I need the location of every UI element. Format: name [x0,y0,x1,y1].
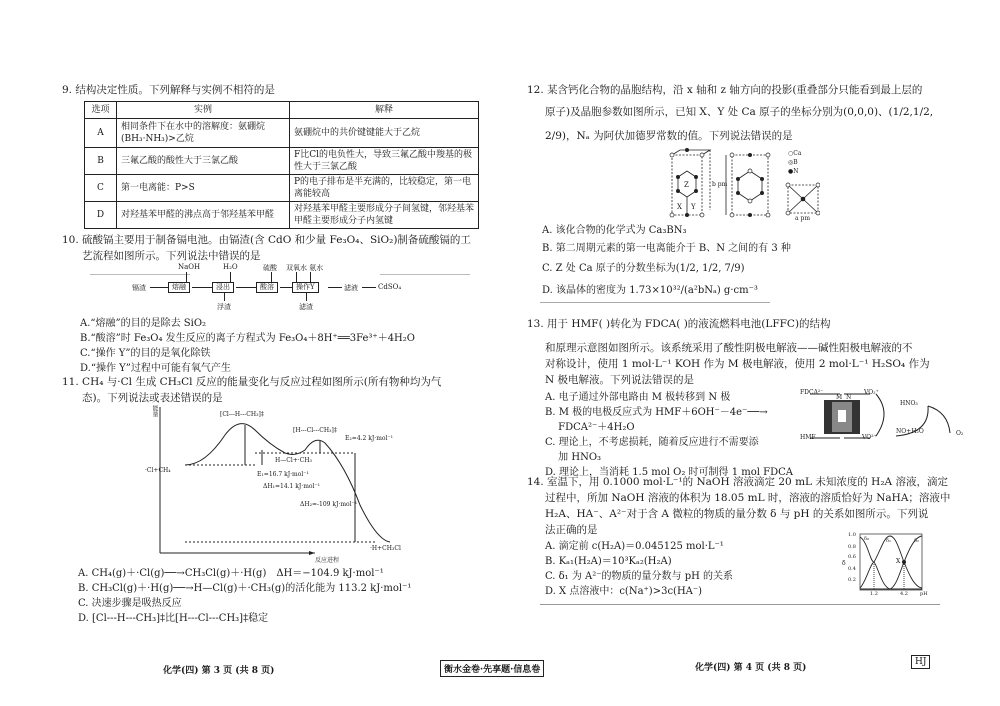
q10-option-c: C.“操作 Y”的目的是氧化除铁 [80,348,211,359]
q11-options [78,566,411,626]
q9-row-d-explanation: 对羟基苯甲醛主要形成分子间氢键，邻羟基苯甲醛主要形成分子内氢键 [290,202,479,229]
flow-step-acid: 酸溶 [256,282,278,293]
series-stamp: 衡水金卷·先享题·信息卷 [440,660,544,677]
q9-table-wrap [84,101,479,229]
q11-title-line2: 态)。下列说法或表述错误的是 [82,392,223,404]
o2-label: O₂ [956,430,964,437]
q11-option-a: A. CH₄(g)＋·Cl(g)──→CH₃Cl(g)＋·H(g) ΔH＝−104.9 kJ·mol⁻¹ [78,568,384,579]
x-axis-label: pH [920,591,928,597]
e1-label: E₁=16.7 kJ·mol⁻¹ [257,471,309,478]
flow-reagent-sulfuric: 硫酸 [263,264,277,272]
flow-byproduct-residue: 滤渣 [299,303,313,311]
q13-option-c: C. 理论上，不考虑损耗，随着反应进行不需要添 [545,437,759,448]
q11-title-line1: 11. CH₄ 与·Cl 生成 CH₃Cl 反应的能量变化与反应过程如图所示(所有物种均为气 [62,376,442,388]
fdca-label: FDCA²⁻ [800,389,824,396]
q9-table [84,101,479,229]
q12-option-c: C. Z 处 Ca 原子的分数坐标为(1/2, 1/2, 7/9) [542,263,745,274]
q10-title-line2: 艺流程如图所示。下列说法中错误的是 [82,250,261,262]
q9-row-b-explanation: F比Cl的电负性大，导致三氟乙酸中羧基的极性大于三氯乙酸 [290,148,479,175]
b-param-label: b pm [712,181,728,188]
q13-option-c-cont: 加 HNO₃ [545,452,602,463]
q11-energy-diagram [145,405,475,565]
corner-label: HJ [911,655,930,669]
a-param-label: a pm [795,215,811,222]
flow-start: 镉渣 [132,284,146,292]
q13-line4: N 极电解液。下列说法错误的是 [545,374,695,386]
legend-ca: ○Ca [788,150,802,157]
m-label: M [836,394,843,401]
q13-option-b-cont: FDCA²⁻＋4H₂O [545,422,635,433]
y-tick-06: 0.6 [848,554,856,560]
series-label-d0: δ₀ [864,536,870,542]
q13-line1: 13. 用于 HMF( )转化为 FDCA( )的液流燃料电池(LFFC)的结构 [527,318,831,330]
q13-option-a: A. 电子通过外部电路由 M 极转移到 N 极 [545,392,731,403]
q12-crystal-diagram [650,147,820,223]
hno3-label: HNO₃ [900,400,918,407]
n-label: N [846,394,852,401]
q9-row-c-explanation: P的电子排布是半充满的，比较稳定，第一电离能较高 [290,175,479,202]
q12-line2: 原子)及晶胞参数如图所示，已知 X、Y 处 Ca 原子的坐标分别为(0,0,0)、(1/2,1/2, [545,106,934,118]
vo-label: VO²⁺ [862,434,877,441]
q14-line4: 法正确的是 [545,524,598,536]
q14-option-a: A. 滴定前 c(H₂A)＝0.045125 mol·L⁻¹ [545,541,724,552]
left-page-footer: 化学(四) 第 3 页 (共 8 页) [163,666,275,676]
q9-row-a-option: A [85,119,117,148]
q12-line3: 2/9)，Nₐ 为阿伏加德罗常数的值。下列说法错误的是 [545,130,793,142]
flow-step-leach: 浸出 [212,282,234,293]
q14-distribution-chart [842,532,928,600]
q13-options [545,390,793,480]
flow-cell-graphic [800,388,970,448]
flow-reagent-h2o2-nh3: 双氧水 氨水 [286,264,324,272]
flow-product: CdSO₄ [378,283,402,291]
flow-step-y: 操作Y [292,282,319,293]
flow-step-melt: 熔融 [168,282,190,293]
y-tick-04: 0.4 [848,566,856,572]
right-page [500,0,1000,706]
q14-options [545,539,733,599]
start-label: ·Cl+CH₄ [145,467,171,474]
q13-option-b: B. M 极的电极反应式为 HMF＋6OH⁻－4e⁻──→ [545,407,768,418]
hmf-label: HMF [800,434,816,441]
q11-option-c: C. 决速步骤是吸热反应 [78,598,182,609]
y-label: Y [691,203,696,211]
flow-filtrate: 滤液 [344,284,358,292]
no-label: NO+H₂O [896,428,924,435]
vo2-label: VO₂⁺ [864,389,879,396]
q9-header-explanation: 解释 [290,102,479,119]
right-page-footer: 化学(四) 第 4 页 (共 8 页) [695,663,807,673]
q13-line2: 和原理示意图如图所示。该系统采用了酸性阴极电解液——碱性阳极电解液的不 [545,342,913,354]
q9-header-option: 选项 [85,102,117,119]
q10-title-line1: 10. 硫酸镉主要用于制备镉电池。由镉渣(含 CdO 和少量 Fe₃O₄、SiO₂)制备硫酸镉的工 [62,234,471,246]
x-label: X [677,203,682,211]
q9-row-a-explanation: 氨硼烷中的共价键键能大于乙烷 [290,119,479,148]
q14-line1: 14. 室温下，用 0.1000 mol·L⁻¹的 NaOH 溶液滴定 20 mL 未知浓度的 H₂A 溶液，滴定 [527,476,948,488]
q14-line3: H₂A、HA⁻、A²⁻对于含 A 微粒的物质的量分数 δ 与 pH 的关系如图所示。下列说 [545,508,929,520]
ts1-label: [Cl---H---CH₃]‡ [220,411,264,418]
q13-cell-diagram [800,388,970,448]
q9-row-b-option: B [85,148,117,175]
y-axis-label: δ [842,560,846,567]
series-label-d2: δ₂ [914,538,920,544]
q10-option-d: D.“操作 Y”过程中可能有氧气产生 [80,363,231,374]
q12-options [542,222,791,302]
series-label-d1: δ₁ [886,538,892,544]
q14-option-c: C. δ₁ 为 A²⁻的物质的量分数与 pH 的关系 [545,571,734,582]
table-row [85,148,479,175]
q12-option-a: A. 该化合物的化学式为 Ca₃BN₃ [542,225,687,236]
flow-byproduct-scum: 浮渣 [217,303,231,311]
point-x-label: X [896,558,901,565]
q13-option-d: D. 理论上，当消耗 1.5 mol O₂ 时可制得 1 mol FDCA [545,467,793,478]
q9-title: 9. 结构决定性质。下列解释与实例不相符的是 [62,84,275,96]
y-tick-1: 1.0 [848,532,856,538]
q9-row-c-example: 第一电离能：P>S [117,175,290,202]
q10-option-a: A.“熔融”的目的是除去 SiO₂ [80,318,207,329]
ts2-label: [H---Cl---CH₃]‡ [293,427,337,434]
q10-option-b: B.“酸溶”时 Fe₃O₄ 发生反应的离子方程式为 Fe₃O₄＋8H⁺══3Fe³⁺＋4H₂O [80,333,415,344]
q10-flowchart [90,263,470,315]
dh1-label: ΔH₁=14.1 kJ·mol⁻¹ [263,483,321,490]
q14-line2: 过程中，所加 NaOH 溶液的体积为 18.05 mL 时，溶液的溶质恰好为 NaHA；溶液中 [545,492,951,504]
x-axis-label: 反应进程 [315,557,340,564]
table-row [85,175,479,202]
table-row [85,119,479,148]
legend-n: ●N [788,168,799,175]
x-tick-1-2: 1.2 [870,591,878,597]
flow-reagent-naoh: NaOH [178,263,201,271]
q9-row-d-option: D [85,202,117,229]
z-label: Z [684,181,689,189]
e2-label: E₂=4.2 kJ·mol⁻¹ [345,435,394,442]
q14-option-d: D. X 点溶液中：c(Na⁺)>3c(HA⁻) [545,586,703,597]
q10-options [80,316,415,376]
x-tick-4-2: 4.2 [900,591,908,597]
q9-row-b-example: 三氟乙酸的酸性大于三氯乙酸 [117,148,290,175]
q11-option-b: B. CH₃Cl(g)＋·H(g)──→H—Cl(g)＋·CH₃(g)的活化能为 113.2 kJ·mol⁻¹ [78,583,412,594]
table-row [85,202,479,229]
q11-option-d: D. [Cl---H---CH₃]‡比[H---Cl---CH₃]‡稳定 [78,613,269,624]
y-axis-label: 能量 [151,405,158,417]
q12-option-b: B. 第二周期元素的第一电离能介于 B、N 之间的有 3 种 [542,243,791,254]
q9-row-d-example: 对羟基苯甲醛的沸点高于邻羟基苯甲醛 [117,202,290,229]
q14-option-b: B. Kₐ₁(H₂A)＝10³Kₐ₂(H₂A) [545,556,672,567]
q9-header-example: 实例 [117,102,290,119]
q12-option-d: D. 该晶体的密度为 1.73×10³²/(a²bNₐ) g·cm⁻³ [542,285,758,296]
y-tick-02: 0.2 [848,577,856,583]
legend-b: ◎B [788,159,798,166]
q9-row-c-option: C [85,175,117,202]
q12-line1: 12. 某含钙化合物的晶胞结构，沿 x 轴和 z 轴方向的投影(重叠部分只能看到最上层的 [527,84,923,96]
q9-row-a-example: 相同条件下在水中的溶解度：氨硼烷(BH₃·NH₃)>乙烷 [117,119,290,148]
intermediate-label: H—Cl+·CH₃ [275,457,312,464]
y-tick-08: 0.8 [848,544,856,550]
q13-line3: 对称设计，使用 1 mol·L⁻¹ KOH 作为 M 极电解液，使用 2 mol·L⁻¹ H₂SO₄ 作为 [545,358,930,370]
dh2-label: ΔH₂=-109 kJ·mol⁻¹ [300,501,358,508]
flow-reagent-water: H₂O [223,263,238,271]
end-label: ·H+CH₃Cl [370,545,401,552]
